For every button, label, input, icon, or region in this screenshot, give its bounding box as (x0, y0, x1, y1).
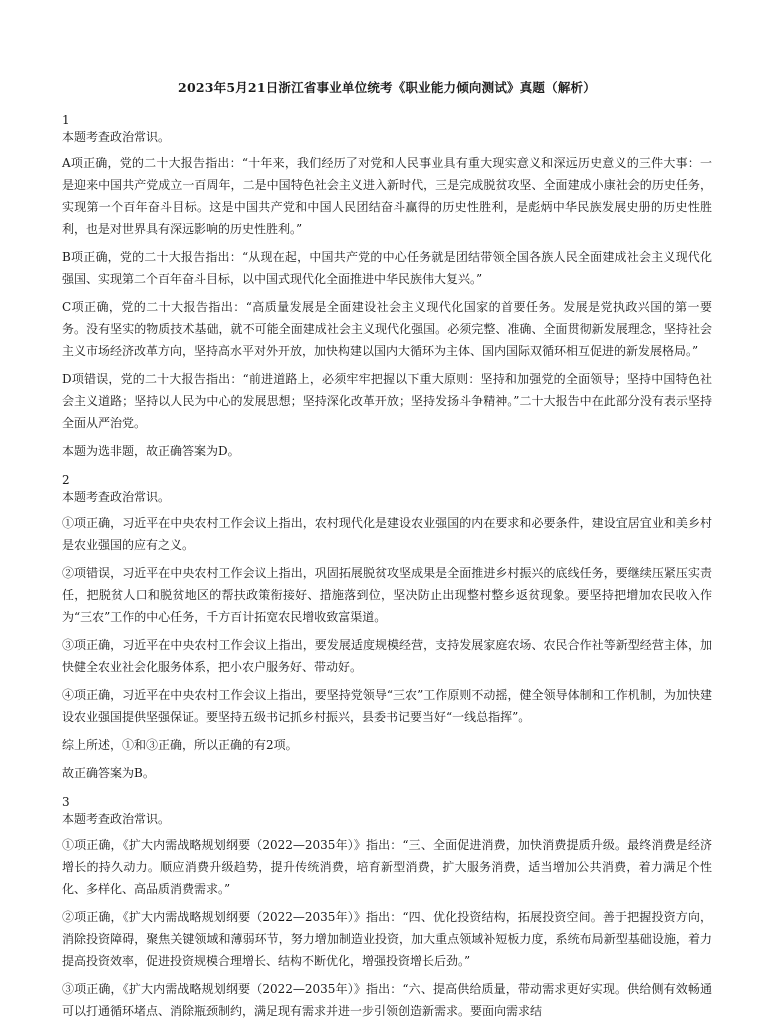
question-2 (62, 472, 712, 784)
question-number: 1 (62, 113, 70, 127)
item-2-analysis: ②项正确，《扩大内需战略规划纲要（2022—2035年）》指出：“四、优化投资结构，拓展投资空间。善于把握投资方向，消除投资障碍，聚焦关键领域和薄弱环节，努力增加制造业投资，加大重点领域补短板力度，系统布局新型基础设施，着力提高投资效率，促进投资规模合理增长、结构不断优化，增强投资增长后劲。” (62, 910, 712, 968)
answer-summary: 综上所述，①和③正确，所以正确的有2项。 (62, 738, 298, 752)
question-intro: 本题考查政治常识。 (62, 490, 171, 504)
question-3 (62, 794, 712, 1022)
question-number: 2 (62, 473, 70, 487)
option-d-analysis: D项错误，党的二十大报告指出：“前进道路上，必须牢牢把握以下重大原则：坚持和加强党的全面领导；坚持中国特色社会主义道路；坚持以人民为中心的发展思想；坚持深化改革开放；坚持发扬斗争精神。”二十大报告中在此部分没有表示坚持全面从严治党。 (62, 372, 712, 430)
answer-conclusion: 故正确答案为B。 (62, 766, 155, 780)
question-1 (62, 112, 712, 462)
question-number: 3 (62, 795, 70, 809)
question-intro: 本题考查政治常识。 (62, 130, 171, 144)
item-3-analysis: ③项正确，《扩大内需战略规划纲要（2022—2035年）》指出：“六、提高供给质量，带动需求更好实现。供给侧有效畅通可以打通循环堵点、消除瓶颈制约，满足现有需求并进一步引领创造新需求。要面向需求结 (62, 982, 712, 1018)
answer-conclusion: 本题为选非题，故正确答案为D。 (62, 444, 240, 458)
item-4-analysis: ④项正确，习近平在中央农村工作会议上指出，要坚持党领导“三农”工作原则不动摇，健全领导体制和工作机制，为加快建设农业强国提供坚强保证。要坚持五级书记抓乡村振兴，县委书记要当好“一线总指挥”。 (62, 688, 712, 724)
item-1-analysis: ①项正确，《扩大内需战略规划纲要（2022—2035年）》指出：“三、全面促进消费，加快消费提质升级。最终消费是经济增长的持久动力。顺应消费升级趋势，提升传统消费，培育新型消费，扩大服务消费，适当增加公共消费，着力满足个性化、多样化、高品质消费需求。” (62, 838, 712, 896)
item-3-analysis: ③项正确，习近平在中央农村工作会议上指出，要发展适度规模经营，支持发展家庭农场、农民合作社等新型经营主体，加快健全农业社会化服务体系，把小农户服务好、带动好。 (62, 638, 712, 674)
option-c-analysis: C项正确，党的二十大报告指出：“高质量发展是全面建设社会主义现代化国家的首要任务。发展是党执政兴国的第一要务。没有坚实的物质技术基础，就不可能全面建成社会主义现代化强国。必须完整、准确、全面贯彻新发展理念，坚持社会主义市场经济改革方向，坚持高水平对外开放，加快构建以国内大循环为主体、国内国际双循环相互促进的新发展格局。” (62, 300, 712, 358)
question-intro: 本题考查政治常识。 (62, 812, 171, 826)
option-b-analysis: B项正确，党的二十大报告指出：“从现在起，中国共产党的中心任务就是团结带领全国各族人民全面建成社会主义现代化强国、实现第二个百年奋斗目标，以中国式现代化全面推进中华民族伟大复兴。” (62, 250, 712, 286)
option-a-analysis: A项正确，党的二十大报告指出：“十年来，我们经历了对党和人民事业具有重大现实意义和深远历史意义的三件大事：一是迎来中国共产党成立一百周年，二是中国特色社会主义进入新时代，三是完成脱贫攻坚、全面建成小康社会的历史任务，实现第一个百年奋斗目标。这是中国共产党和中国人民团结奋斗赢得的历史性胜利，是彪炳中华民族发展史册的历史性胜利，也是对世界具有深远影响的历史性胜利。” (62, 156, 712, 236)
item-1-analysis: ①项正确，习近平在中央农村工作会议上指出，农村现代化是建设农业强国的内在要求和必要条件，建设宜居宜业和美乡村是农业强国的应有之义。 (62, 516, 712, 552)
document-page (62, 78, 712, 1032)
item-2-analysis: ②项错误，习近平在中央农村工作会议上指出，巩固拓展脱贫攻坚成果是全面推进乡村振兴的底线任务，要继续压紧压实责任，把脱贫人口和脱贫地区的帮扶政策衔接好、措施落到位，坚决防止出现整村整乡返贫现象。要坚持把增加农民收入作为“三农”工作的中心任务，千方百计拓宽农民增收致富渠道。 (62, 566, 712, 624)
document-title: 2023年5月21日浙江省事业单位统考《职业能力倾向测试》真题（解析） (178, 80, 596, 95)
